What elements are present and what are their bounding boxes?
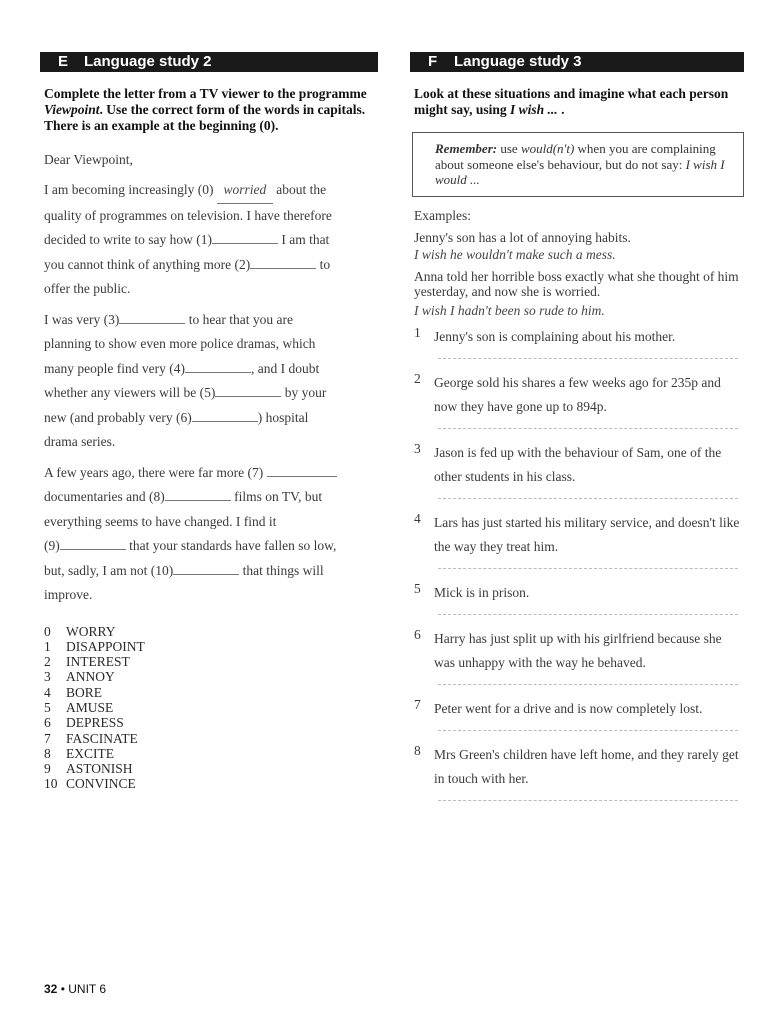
exercise-item bbox=[410, 627, 744, 685]
item-number: 3 bbox=[414, 440, 421, 456]
item-text: George sold his shares a few weeks ago for 235p and now they have gone up to 894p. bbox=[434, 374, 721, 414]
word-list-item: 4 BORE bbox=[44, 684, 103, 700]
word-list-item: 2 INTEREST bbox=[44, 654, 130, 670]
word-list bbox=[44, 624, 378, 792]
answer-gap[interactable] bbox=[215, 385, 281, 397]
answer-line[interactable] bbox=[438, 799, 738, 801]
letter-line: planning to show even more police dramas, which bbox=[44, 336, 316, 351]
answer-gap[interactable] bbox=[185, 361, 251, 373]
examples-label: Examples: bbox=[414, 207, 471, 223]
item-number: 8 bbox=[414, 742, 421, 758]
letter-paragraph-3 bbox=[44, 461, 378, 608]
word-list-item: 3 ANNOY bbox=[44, 669, 115, 685]
example-2-wish: I wish I hadn't been so rude to him. bbox=[414, 302, 605, 318]
item-text: Jenny's son is complaining about his mother. bbox=[434, 328, 676, 344]
answer-line[interactable] bbox=[438, 357, 738, 359]
exercise-items bbox=[410, 325, 744, 801]
letter-line: new (and probably very (6) ) hospital bbox=[44, 409, 309, 425]
word-list-item: 8 EXCITE bbox=[44, 745, 114, 761]
answer-gap[interactable] bbox=[119, 312, 185, 324]
answer-line[interactable] bbox=[438, 683, 738, 685]
answer-gap[interactable] bbox=[173, 563, 239, 575]
section-e bbox=[40, 52, 378, 792]
word-list-item: 9 ASTONISH bbox=[44, 761, 133, 777]
letter-line: whether any viewers will be (5) by your bbox=[44, 385, 327, 400]
answer-gap[interactable] bbox=[60, 538, 126, 550]
word-list-item: 6 DEPRESS bbox=[44, 715, 124, 731]
answer-line[interactable] bbox=[438, 497, 738, 499]
word-list-item: 10 CONVINCE bbox=[44, 776, 136, 792]
page-footer bbox=[44, 982, 106, 996]
example-1-text: Jenny's son has a lot of annoying habits. bbox=[414, 229, 631, 245]
item-number: 1 bbox=[414, 324, 421, 340]
item-text: Mrs Green's children have left home, and they rarely get in touch with her. bbox=[434, 746, 739, 786]
letter-line: I was very (3) to hear that you are bbox=[44, 311, 293, 327]
letter-line: offer the public. bbox=[44, 281, 131, 296]
remember-label: Remember: bbox=[435, 141, 498, 156]
exercise-item bbox=[410, 371, 744, 429]
exercise-item bbox=[410, 697, 744, 731]
item-number: 4 bbox=[414, 510, 421, 526]
section-f-header bbox=[410, 52, 744, 72]
item-text: Peter went for a drive and is now completely lost. bbox=[434, 700, 703, 716]
example-1-wish: I wish he wouldn't make such a mess. bbox=[414, 246, 616, 262]
exercise-item bbox=[410, 325, 744, 359]
letter-line: I am becoming increasingly (0) worried about the bbox=[44, 178, 378, 204]
letter-line: (9) that your standards have fallen so low, bbox=[44, 538, 337, 553]
footer-separator: • bbox=[60, 982, 65, 996]
section-e-header bbox=[40, 52, 378, 72]
section-f bbox=[410, 52, 744, 801]
example-2-text: Anna told her horrible boss exactly what she thought of him yesterday, and now she is worried. bbox=[414, 268, 739, 299]
section-e-title: Language study 2 bbox=[84, 53, 212, 70]
item-text: Jason is fed up with the behaviour of Sam, one of the other students in his class. bbox=[434, 444, 722, 484]
item-number: 5 bbox=[414, 580, 421, 596]
item-text: Lars has just started his military service, and doesn't like the way they treat him. bbox=[434, 514, 740, 554]
word-list-item: 1 DISAPPOINT bbox=[44, 638, 145, 654]
letter-line: drama series. bbox=[44, 434, 116, 449]
answer-line[interactable] bbox=[438, 427, 738, 429]
letter-line: improve. bbox=[44, 587, 93, 602]
item-number: 6 bbox=[414, 626, 421, 642]
answer-line[interactable] bbox=[438, 567, 738, 569]
page-number: 32 bbox=[44, 982, 58, 996]
letter-paragraph-2 bbox=[44, 308, 378, 455]
unit-label: UNIT 6 bbox=[68, 982, 107, 996]
word-list-item: 5 AMUSE bbox=[44, 699, 114, 715]
item-text: Mick is in prison. bbox=[434, 584, 530, 600]
item-number: 7 bbox=[414, 696, 421, 712]
answer-gap[interactable] bbox=[250, 257, 316, 269]
letter-line: but, sadly, I am not (10) that things will bbox=[44, 562, 324, 578]
answer-line[interactable] bbox=[438, 613, 738, 615]
answer-gap[interactable] bbox=[165, 489, 231, 501]
answer-gap[interactable] bbox=[192, 410, 258, 422]
exercise-item bbox=[410, 743, 744, 801]
exercise-item bbox=[410, 511, 744, 569]
answer-gap[interactable] bbox=[267, 465, 337, 477]
section-e-letter: E bbox=[58, 53, 69, 70]
item-number: 2 bbox=[414, 370, 421, 386]
answer-gap[interactable] bbox=[212, 232, 278, 244]
answer-line[interactable] bbox=[438, 729, 738, 731]
exercise-item bbox=[410, 441, 744, 499]
letter-line: you cannot think of anything more (2) to bbox=[44, 256, 331, 272]
word-list-item: 7 FASCINATE bbox=[44, 730, 138, 746]
letter-line: documentaries and (8) films on TV, but bbox=[44, 489, 323, 504]
exercise-item bbox=[410, 581, 744, 615]
section-e-instruction: Complete the letter from a TV viewer to the programme Viewpoint. Use the correct form of the words in capitals. There is an example at the beginning (0). bbox=[44, 86, 367, 133]
answer-gap[interactable]: worried bbox=[217, 178, 273, 204]
section-f-letter: F bbox=[428, 53, 438, 70]
salutation: Dear Viewpoint, bbox=[44, 152, 133, 167]
letter-line: quality of programmes on television. I have therefore bbox=[44, 207, 332, 223]
letter-line: everything seems to have changed. I find it bbox=[44, 513, 277, 529]
item-text: Harry has just split up with his girlfriend because she was unhappy with the way he behaved. bbox=[434, 630, 722, 670]
section-f-instruction: Look at these situations and imagine what each person might say, using I wish ... . bbox=[414, 86, 729, 117]
letter-paragraph-1 bbox=[44, 178, 378, 302]
letter-line: A few years ago, there were far more (7) bbox=[44, 461, 378, 486]
letter-line: many people find very (4) , and I doubt bbox=[44, 360, 320, 376]
letter-line: decided to write to say how (1) I am that bbox=[44, 232, 330, 247]
section-f-title: Language study 3 bbox=[454, 53, 582, 70]
word-list-item: 0 WORRY bbox=[44, 623, 116, 639]
remember-box: Remember: use would(n't) when you are complaining about someone else's behaviour, but do not say: I wish I would ... bbox=[412, 132, 744, 197]
